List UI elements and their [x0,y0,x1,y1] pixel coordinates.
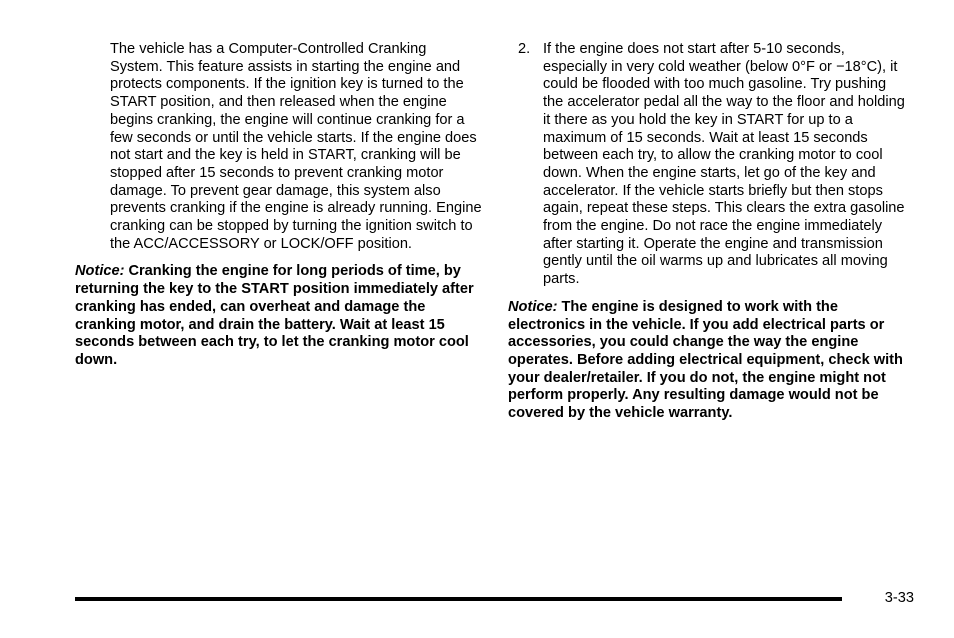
notice-text: Cranking the engine for long periods of time, by returning the key to the START position immediately after cranking has ended, can overheat and damage the cranking motor, and drain the battery. Wait at least 15 seconds between each try, to let the cranking motor cool down. [75,263,474,368]
page-number: 3-33 [884,590,914,606]
notice-label: Notice: [75,263,125,280]
right-column [508,41,908,423]
notice-text: The engine is designed to work with the electronics in the vehicle. If you add electrical parts or accessories, you could change the way the engine operates. Before adding electrical equipment, check with your dealer/retailer. If you do not, the engine might not perform properly. Any resulting damage would not be covered by the vehicle warranty. [508,298,903,422]
cranking-notice [75,263,485,369]
notice-label: Notice: [508,298,558,315]
step-item [508,41,908,289]
footer-rule [75,597,842,601]
electronics-notice [508,299,903,423]
left-column [75,41,485,370]
cranking-system-paragraph: The vehicle has a Computer-Controlled Cranking System. This feature assists in starting the engine and protects components. If the ignition key is turned to the START position, and then released when the engine begins cranking, the engine will continue cranking for a few seconds or until the vehicle starts. If the engine does not start and the key is held in START, cranking will be stopped after 15 seconds to prevent cranking motor damage. To prevent gear damage, this system also prevents cranking if the engine is already running. Engine cranking can be stopped by turning the ignition switch to the ACC/ACCESSORY or LOCK/OFF position. [110,41,482,252]
step-number: 2. [518,41,531,57]
step-text: If the engine does not start after 5-10 seconds, especially in very cold weather (below 0°F or −18°C), it could be flooded with too much gasoline. Try pushing the accelerator pedal all the way to the floor and holding it there as you hold the key in START for up to a maximum of 15 seconds. Wait at least 15 seconds between each try, to allow the cranking motor to cool down. When the engine starts, let go of the key and accelerator. If the vehicle starts briefly but then stops again, repeat these steps. This clears the extra gasoline from the engine. Do not race the engine immediately after starting it. Operate the engine and transmission gently until the oil warms up and lubricates all moving parts. [543,41,905,288]
